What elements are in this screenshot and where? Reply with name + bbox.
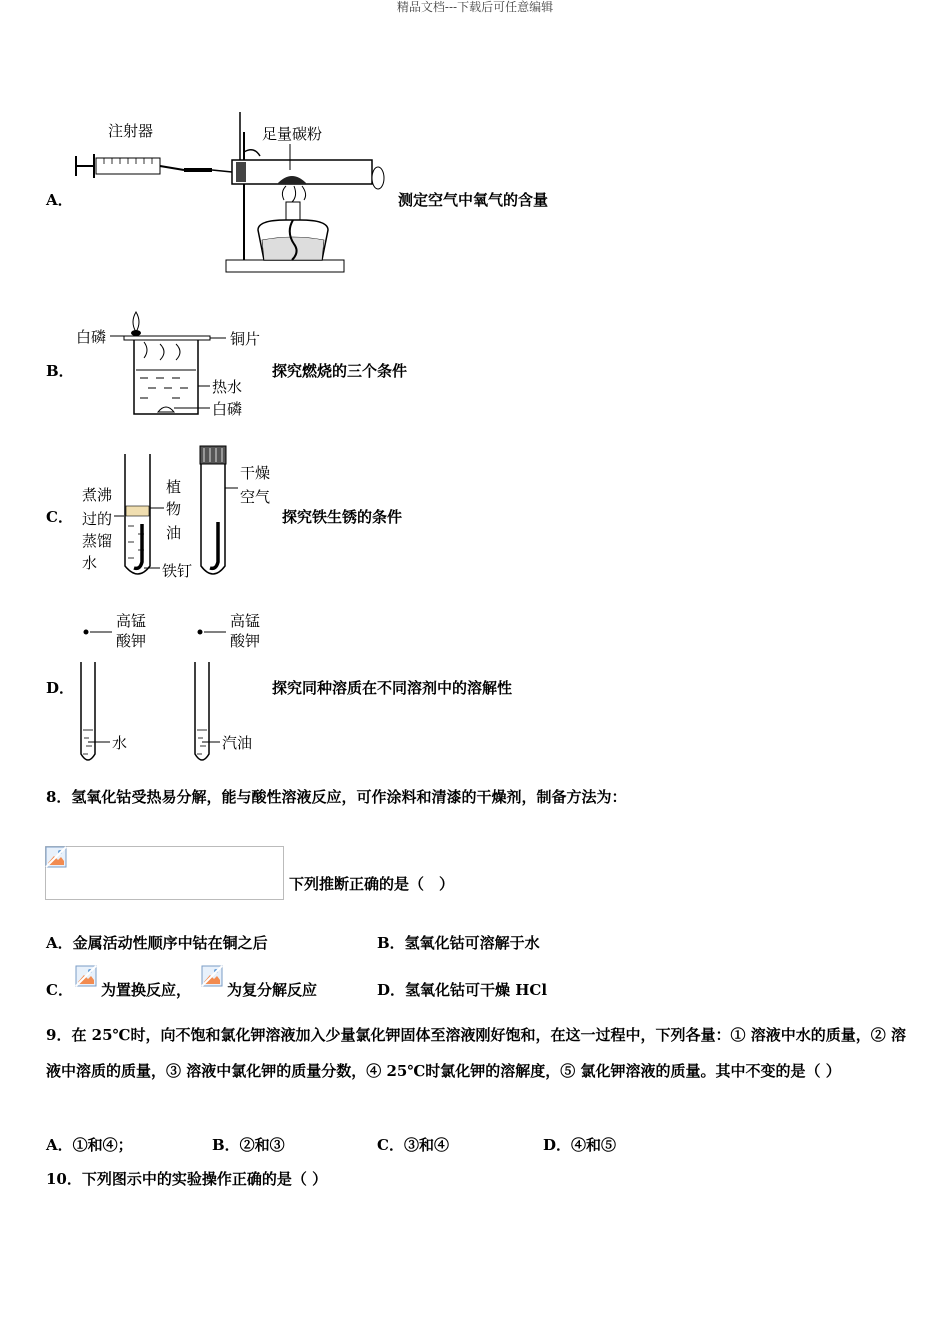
label-syringe: 注射器 (108, 122, 154, 140)
label-kmno4-2b: 酸钾 (230, 632, 261, 650)
label-white-phosphorus-bottom: 白磷 (212, 400, 243, 418)
diagram-a-carbon-combustion (72, 112, 392, 282)
q8-option-c-letter: C． (46, 981, 73, 999)
option-b-letter: B． (46, 362, 74, 380)
option-d-letter: D． (46, 679, 75, 697)
label-white-phosphorus-top: 白磷 (76, 328, 107, 346)
option-c-letter: C． (46, 508, 73, 526)
option-a-description: 测定空气中氧气的含量 (398, 191, 549, 209)
option-a-letter: A． (46, 191, 73, 209)
q9-option-b: B．②和③ (212, 1136, 285, 1154)
label-dry-2: 空气 (240, 488, 271, 506)
q8-option-c-part1: 为置换反应， (101, 981, 192, 999)
option-b-description: 探究燃烧的三个条件 (272, 362, 408, 380)
diagram-c-iron-rust (78, 444, 288, 584)
broken-image-icon (75, 965, 97, 987)
label-kmno4-1b: 酸钾 (116, 632, 147, 650)
label-iron-nail: 铁钉 (162, 562, 193, 580)
q8-question: 下列推断正确的是（ ） (289, 875, 455, 893)
q8-option-d: D．氢氧化钴可干燥 HCl (377, 981, 548, 999)
label-boiled-3: 蒸馏 (82, 532, 113, 550)
label-kmno4-1a: 高锰 (116, 612, 147, 630)
diagram-d-solubility (78, 608, 278, 768)
diagram-b-combustion-conditions (76, 308, 276, 418)
q8-equation-image-placeholder (45, 846, 284, 900)
q8-option-b: B．氢氧化钴可溶解于水 (377, 934, 540, 952)
label-gasoline: 汽油 (222, 734, 253, 752)
broken-image-icon (201, 965, 223, 987)
q9-option-c: C．③和④ (377, 1136, 449, 1154)
label-oil-2: 物 (166, 500, 182, 518)
q9-option-a: A．①和④； (46, 1136, 133, 1154)
label-water: 水 (112, 734, 128, 752)
label-boiled-4: 水 (82, 554, 98, 572)
q9-option-d: D．④和⑤ (543, 1136, 617, 1154)
q8-option-c-part2: 为复分解反应 (227, 981, 318, 999)
label-kmno4-2a: 高锰 (230, 612, 261, 630)
label-carbon-powder: 足量碳粉 (262, 125, 323, 143)
broken-image-icon (45, 846, 67, 868)
label-dry-1: 干燥 (240, 464, 271, 482)
q10-stem: 10．下列图示中的实验操作正确的是（ ） (46, 1170, 328, 1188)
option-c-description: 探究铁生锈的条件 (282, 508, 403, 526)
q8-option-a: A．金属活动性顺序中钴在铜之后 (46, 934, 268, 952)
label-oil-1: 植 (166, 478, 182, 496)
label-copper-sheet: 铜片 (230, 330, 261, 348)
label-hot-water: 热水 (212, 378, 243, 396)
label-boiled-1: 煮沸 (82, 486, 113, 504)
label-boiled-2: 过的 (82, 510, 113, 528)
q9-stem: 9．在 25℃时，向不饱和氯化钾溶液加入少量氯化钾固体至溶液刚好饱和，在这一过程中，下列各量：① 溶液中水的质量，② 溶液中溶质的质量，③ 溶液中氯化钾的质量分数，④ 25℃时氯化钾的溶解度，⑤ 氯化钾溶液的质量。其中不变的是（ ） (46, 1026, 906, 1080)
q8-stem: 8．氢氧化钴受热易分解，能与酸性溶液反应，可作涂料和清漆的干燥剂，制备方法为： (46, 788, 627, 806)
label-oil-3: 油 (166, 524, 182, 542)
page-header: 精品文档---下载后可任意编辑 (396, 0, 554, 14)
option-d-description: 探究同种溶质在不同溶剂中的溶解性 (272, 679, 513, 697)
